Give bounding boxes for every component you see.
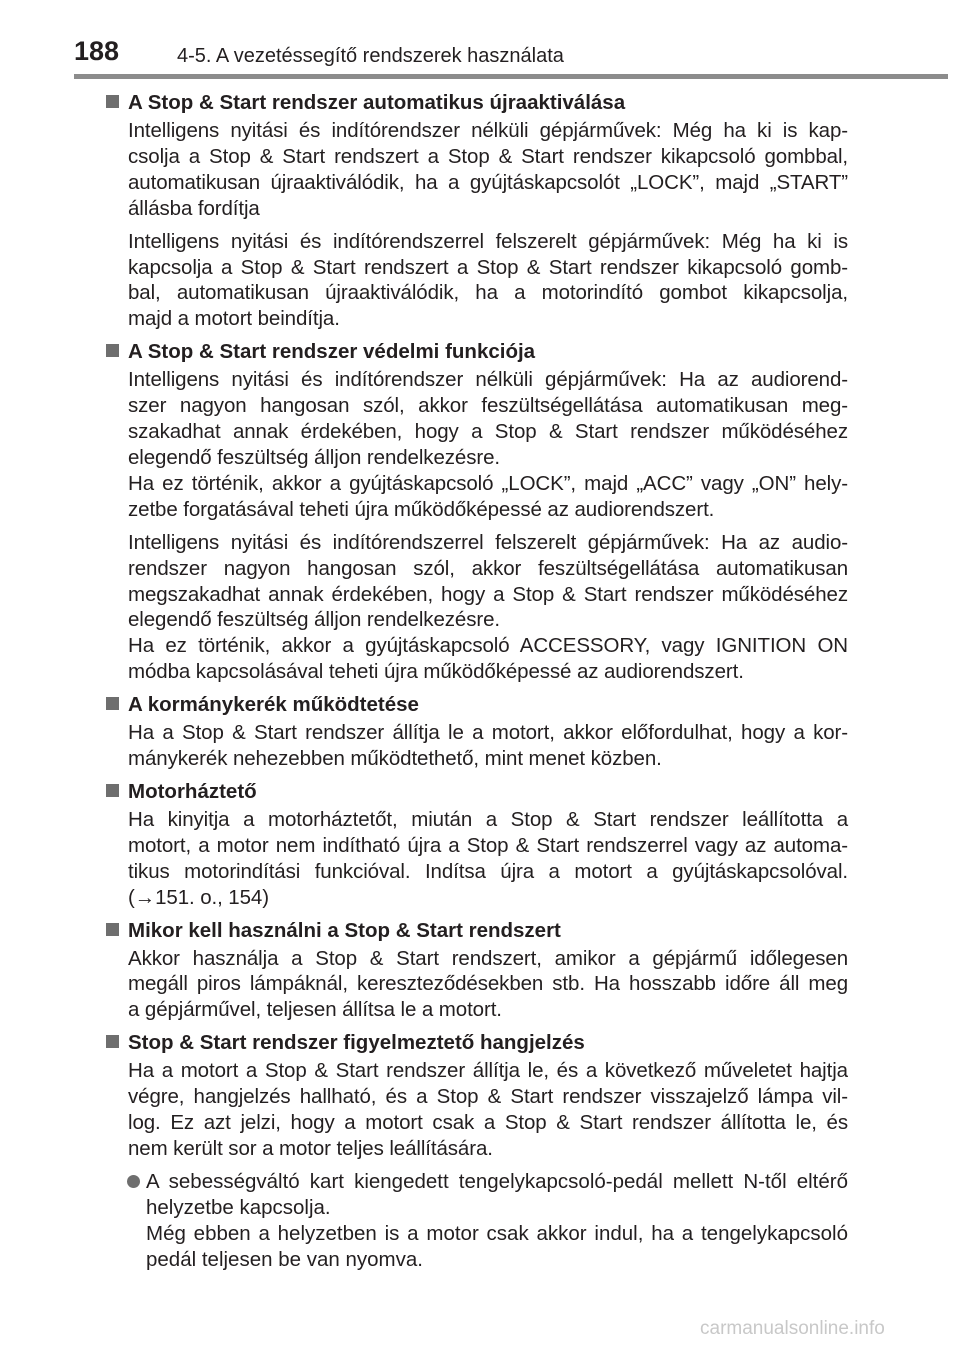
topic-heading-text: Mikor kell használni a Stop & Start rendszert: [128, 918, 561, 942]
text-line: log. Ez azt jelzi, hogy a motort csak a Stop & Start rendszer állította le, és: [128, 1111, 848, 1135]
text-line: nem került sor a motor teljes leállítására.: [128, 1137, 493, 1160]
text-line: Intelligens nyitási és indítórendszer nélküli gépjárművek: Ha az audiorend-: [128, 368, 848, 392]
square-bullet-icon: [106, 1035, 119, 1048]
text-line: mánykerék nehezebben működtethető, mint menet közben.: [128, 747, 662, 771]
topic-steering-wheel: [106, 692, 848, 772]
text-line: Intelligens nyitási és indítórendszer nélküli gépjárművek: Még ha ki is kap-: [128, 119, 848, 142]
paragraph: [128, 367, 848, 522]
topic-hood: [106, 779, 848, 911]
page-header: [0, 0, 960, 80]
text-line: Ha a motort a Stop & Start rendszer állítja le, és a következő műveletet hajtja: [128, 1059, 848, 1083]
square-bullet-icon: [106, 95, 119, 108]
paragraph: [128, 807, 848, 911]
text-line: tikus motorindítási funkcióval. Indítsa újra a motort a gyújtáskapcsolóval.: [128, 859, 848, 883]
topic-heading-text: Stop & Start rendszer figyelmeztető hangjelzés: [128, 1031, 585, 1055]
paragraph: [128, 1058, 848, 1162]
text-line: zetbe forgatásával teheti újra működőképessé az audiorendszert.: [128, 497, 715, 521]
paragraph: [128, 118, 848, 222]
topic-auto-reactivation: [106, 90, 848, 332]
circle-bullet-icon: [127, 1175, 140, 1188]
text-line: a gépjárművel, teljesen állítsa le a motort.: [128, 998, 502, 1022]
square-bullet-icon: [106, 344, 119, 357]
text-line: végre, hangjelzés hallható, és a Stop & Start rendszer visszajelző lámpa vil-: [128, 1085, 848, 1109]
paragraph: [128, 720, 848, 772]
text-line: megszakadhat annak érdekében, hogy a Stop & Start rendszer működéséhez: [128, 582, 848, 606]
topic-heading: [106, 90, 848, 115]
paragraph: [128, 229, 848, 333]
topic-heading-text: A Stop & Start rendszer automatikus újraaktiválása: [128, 91, 626, 114]
text-line: Ha ez történik, akkor a gyújtáskapcsoló ACCESSORY, vagy IGNITION ON: [128, 634, 848, 658]
topic-heading-text: A Stop & Start rendszer védelmi funkciója: [128, 340, 536, 364]
page-number: 188: [74, 36, 120, 66]
text-line: Intelligens nyitási és indítórendszerrel felszerelt gépjárművek: Még ha ki is: [128, 229, 848, 253]
text-line: Ha a Stop & Start rendszer állítja le a motort, akkor előfordulhat, hogy a kor-: [128, 721, 848, 745]
paragraph: [128, 530, 848, 685]
text-line: motort, a motor nem indítható újra a Stop & Start rendszerrel vagy az automa-: [128, 833, 848, 857]
text-line: Ha kinyitja a motorháztetőt, miután a Stop & Start rendszer leállította a: [128, 807, 848, 831]
topic-heading: [106, 779, 848, 804]
topic-heading-text: A kormánykerék működtetése: [128, 693, 419, 717]
square-bullet-icon: [106, 923, 119, 936]
topic-heading-text: Motorháztető: [128, 779, 257, 803]
text-line: Akkor használja a Stop & Start rendszert, amikor a gépjármű időlegesen: [128, 946, 848, 970]
text-line: pedál teljesen be van nyomva.: [146, 1247, 423, 1271]
text-line: állásba fordítja: [128, 196, 260, 220]
text-line: módba kapcsolásával teheti újra működőképessé az audiorendszert.: [128, 660, 744, 684]
page-reference-link[interactable]: (→151. o., 154): [128, 885, 269, 909]
text-line: Intelligens nyitási és indítórendszerrel felszerelt gépjárművek: Ha az audio-: [128, 530, 848, 554]
topic-heading: [106, 692, 848, 717]
text-line: elegendő feszültség álljon rendelkezésre.: [128, 608, 500, 632]
text-line: elegendő feszültség álljon rendelkezésre.: [128, 445, 500, 469]
text-line: Még ebben a helyzetben is a motor csak akkor indul, ha a tengelykapcsoló: [146, 1221, 848, 1245]
text-line: A sebességváltó kart kiengedett tengelykapcsoló-pedál mellett N-től eltérő: [146, 1169, 848, 1193]
text-line: kapcsolja a Stop & Start rendszert a Stop & Start rendszer kikapcsoló gomb-: [128, 255, 848, 279]
topic-when-to-use: [106, 918, 848, 1024]
topic-warning-buzzer: [106, 1030, 848, 1272]
text-line: rendszer nagyon hangosan szól, akkor feszültségellátása automatikusan: [128, 556, 848, 580]
topic-heading: [106, 918, 848, 943]
text-line: majd a motort beindítja.: [128, 307, 340, 331]
bullet-item: [146, 1169, 848, 1273]
section-title: 4-5. A vezetéssegítő rendszerek használata: [177, 45, 564, 67]
text-line: Ha ez történik, akkor a gyújtáskapcsoló „LOCK”, majd „ACC” vagy „ON” hely-: [128, 471, 848, 495]
square-bullet-icon: [106, 697, 119, 710]
topic-heading: [106, 339, 848, 364]
text-line: csolja a Stop & Start rendszert a Stop & Start rendszer kikapcsoló gombbal,: [128, 144, 848, 168]
text-line: helyzetbe kapcsolja.: [146, 1195, 331, 1219]
text-line: bal, automatikusan újraaktiválódik, ha a motorindító gombot kikapcsolja,: [128, 281, 848, 305]
topic-heading: [106, 1030, 848, 1055]
text-line: megáll piros lámpáknál, kereszteződésekben stb. Ha hosszabb időre áll meg: [128, 972, 848, 996]
watermark: carmanualsonline.info: [700, 1318, 885, 1339]
text-line: szer nagyon hangosan szól, akkor feszültségellátása automatikusan meg-: [128, 394, 848, 418]
page-content: [106, 90, 848, 1273]
text-line: automatikusan újraaktiválódik, ha a gyújtáskapcsolót „LOCK”, majd „START”: [128, 170, 848, 194]
topic-protection-function: [106, 339, 848, 685]
header-rule: [74, 74, 948, 79]
square-bullet-icon: [106, 784, 119, 797]
paragraph: [128, 946, 848, 1024]
text-line: szakadhat annak érdekében, hogy a Stop & Start rendszer működéséhez: [128, 420, 848, 444]
